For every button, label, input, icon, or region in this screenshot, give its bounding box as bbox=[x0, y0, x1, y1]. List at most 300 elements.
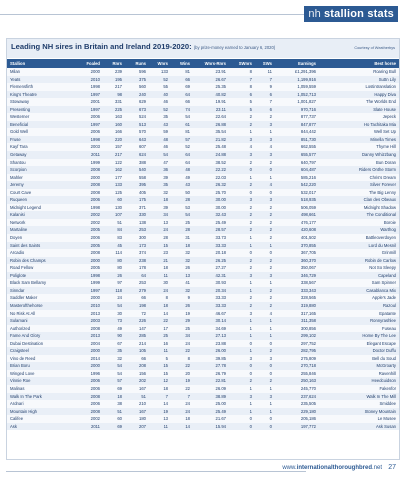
table-cell: 1 bbox=[229, 317, 255, 325]
table-cell: 7 bbox=[229, 76, 255, 84]
table-cell: 35.54 bbox=[193, 128, 229, 136]
column-header: Wnrs-Rnrs bbox=[193, 59, 229, 68]
table-cell: 8 bbox=[229, 68, 255, 76]
column-header: Foaled bbox=[75, 59, 103, 68]
table-cell: 167 bbox=[125, 408, 149, 416]
table-cell: 32 bbox=[171, 257, 193, 265]
table-cell: Ravenhill bbox=[319, 370, 399, 378]
table-cell: 498,661 bbox=[275, 211, 319, 219]
table-cell: 2005 bbox=[75, 242, 103, 250]
table-cell: Getaway bbox=[7, 151, 75, 159]
table-cell: 28 bbox=[149, 234, 171, 242]
table-cell: 19 bbox=[171, 377, 193, 385]
table-cell: 0 bbox=[255, 189, 275, 197]
table-cell: 2000 bbox=[75, 257, 103, 265]
table-row bbox=[7, 249, 399, 257]
table-cell: 0 bbox=[255, 370, 275, 378]
table-cell: Kayf Tara bbox=[7, 143, 75, 151]
table-cell: 38 bbox=[103, 400, 125, 408]
table-cell: Sam Spinner bbox=[319, 279, 399, 287]
table-cell: Robin des Champs bbox=[7, 257, 75, 265]
table-cell: 6 bbox=[255, 91, 275, 99]
table-cell: Bun Doran bbox=[319, 159, 399, 167]
table-cell: 9 bbox=[255, 83, 275, 91]
table-cell: 41 bbox=[171, 279, 193, 287]
table-cell: Jeremy bbox=[7, 181, 75, 189]
table-cell: 2 bbox=[255, 234, 275, 242]
table-cell: 7 bbox=[255, 76, 275, 84]
table-row bbox=[7, 98, 399, 106]
table-cell: 1,001,827 bbox=[275, 98, 319, 106]
table-cell: 22 bbox=[171, 385, 193, 393]
table-cell: 24 bbox=[149, 226, 171, 234]
table-cell: 34 bbox=[171, 332, 193, 340]
table-cell: 371 bbox=[125, 204, 149, 212]
section-badge bbox=[304, 6, 398, 22]
table-cell: 64 bbox=[171, 151, 193, 159]
table-cell: 30.93 bbox=[193, 279, 229, 287]
table-cell: 2 bbox=[255, 219, 275, 227]
table-cell: Fuseau bbox=[319, 325, 399, 333]
column-header: Wins bbox=[171, 59, 193, 68]
table-cell: 25 bbox=[149, 332, 171, 340]
table-cell: 43 bbox=[171, 181, 193, 189]
table-cell: 2006 bbox=[75, 196, 103, 204]
table-row bbox=[7, 400, 399, 408]
table-cell: 18 bbox=[171, 242, 193, 250]
table-cell: 26.88 bbox=[193, 121, 229, 129]
table-cell: 2011 bbox=[75, 423, 103, 431]
table-cell: 162 bbox=[103, 166, 125, 174]
table-cell: 2011 bbox=[75, 151, 103, 159]
table-cell: 28 bbox=[171, 196, 193, 204]
table-cell: 83 bbox=[103, 234, 125, 242]
table-cell: 52 bbox=[149, 106, 171, 114]
table-cell: 847,877 bbox=[275, 121, 319, 129]
table-cell: 2 bbox=[255, 257, 275, 265]
table-row bbox=[7, 106, 399, 114]
table-row bbox=[7, 113, 399, 121]
table-row bbox=[7, 174, 399, 182]
table-cell: 2 bbox=[255, 302, 275, 310]
table-row bbox=[7, 159, 399, 167]
column-header: Wnrs bbox=[149, 59, 171, 68]
table-cell: 328,565 bbox=[275, 294, 319, 302]
table-cell: 1 bbox=[255, 174, 275, 182]
table-cell: 57 bbox=[171, 136, 193, 144]
table-cell: 338,567 bbox=[275, 279, 319, 287]
table-cell: 54 bbox=[103, 370, 125, 378]
table-cell: Network bbox=[7, 219, 75, 227]
table-cell: 17 bbox=[149, 325, 171, 333]
table-cell: 2 bbox=[229, 204, 255, 212]
table-cell: 0 bbox=[255, 362, 275, 370]
table-row bbox=[7, 91, 399, 99]
table-cell: 147 bbox=[125, 325, 149, 333]
table-cell: Midnight Shadow bbox=[319, 204, 399, 212]
table-cell: 118 bbox=[103, 287, 125, 295]
table-cell: 24.88 bbox=[193, 151, 229, 159]
table-cell: 3 bbox=[255, 136, 275, 144]
table-cell: Chris's Dream bbox=[319, 174, 399, 182]
table-cell: 2005 bbox=[75, 226, 103, 234]
table-row bbox=[7, 332, 399, 340]
table-cell: 23.11 bbox=[193, 106, 229, 114]
table-cell: 14 bbox=[149, 400, 171, 408]
table-cell: 2006 bbox=[75, 377, 103, 385]
table-row bbox=[7, 121, 399, 129]
table-cell: Poliglote bbox=[7, 272, 75, 280]
table-cell: 14 bbox=[149, 310, 171, 318]
section-badge-title: stallion stats bbox=[323, 8, 394, 20]
table-cell: 2002 bbox=[75, 211, 103, 219]
table-cell: 1 bbox=[229, 332, 255, 340]
footer-url-prefix: www. bbox=[282, 465, 297, 471]
table-cell: 2006 bbox=[75, 113, 103, 121]
table-cell: 64 bbox=[171, 159, 193, 167]
table-cell: 27.78 bbox=[193, 362, 229, 370]
table-cell: 15.94 bbox=[193, 423, 229, 431]
footer-url[interactable] bbox=[282, 465, 382, 471]
table-cell: 20.34 bbox=[193, 287, 229, 295]
table-cell: Boroie bbox=[319, 219, 399, 227]
table-cell: 877,737 bbox=[275, 113, 319, 121]
table-row bbox=[7, 234, 399, 242]
table-cell: 54 bbox=[103, 302, 125, 310]
table-title bbox=[11, 42, 275, 51]
table-cell: 235,505 bbox=[275, 400, 319, 408]
table-cell: 97 bbox=[103, 279, 125, 287]
footer-url-suffix: .net bbox=[371, 465, 382, 471]
table-cell: 23.88 bbox=[193, 340, 229, 348]
table-cell: 282,795 bbox=[275, 347, 319, 355]
table-cell: 513 bbox=[125, 121, 149, 129]
table-cell: 2 bbox=[255, 204, 275, 212]
table-cell: 178 bbox=[125, 264, 149, 272]
table-cell: 1 bbox=[255, 325, 275, 333]
table-cell: 60 bbox=[103, 415, 125, 423]
table-cell: Clan des Obeaux bbox=[319, 196, 399, 204]
table-cell: 15 bbox=[149, 370, 171, 378]
table-cell: Fame And Glory bbox=[7, 332, 75, 340]
table-cell: 195 bbox=[103, 76, 125, 84]
table-row bbox=[7, 189, 399, 197]
table-cell: 8 bbox=[171, 355, 193, 363]
table-cell: 2008 bbox=[75, 166, 103, 174]
table-cell: 49 bbox=[171, 174, 193, 182]
table-cell: Arcadio bbox=[7, 249, 75, 257]
table-cell: 558 bbox=[125, 174, 149, 182]
table-body bbox=[7, 68, 399, 430]
table-cell: 57 bbox=[103, 377, 125, 385]
table-cell: 81 bbox=[171, 68, 193, 76]
table-cell: 19.91 bbox=[193, 98, 229, 106]
table-cell: 237,624 bbox=[275, 393, 319, 401]
table-cell: 2 bbox=[229, 264, 255, 272]
top-bar bbox=[0, 0, 404, 33]
table-cell: 24 bbox=[103, 294, 125, 302]
table-cell: 11 bbox=[255, 68, 275, 76]
table-cell: 64 bbox=[125, 272, 149, 280]
table-cell: 90 bbox=[103, 332, 125, 340]
table-cell: Walk In The Mill bbox=[319, 393, 399, 401]
table-cell: 32 bbox=[171, 249, 193, 257]
table-cell: 0 bbox=[229, 166, 255, 174]
table-cell: No Risk At All bbox=[7, 310, 75, 318]
table-cell: 98 bbox=[103, 91, 125, 99]
table-cell: 54 bbox=[103, 362, 125, 370]
table-cell: Happy Diva bbox=[319, 91, 399, 99]
table-cell: 15 bbox=[149, 242, 171, 250]
table-cell: 25.35 bbox=[193, 83, 229, 91]
table-cell: 0 bbox=[229, 189, 255, 197]
table-cell: Scorpion bbox=[7, 166, 75, 174]
table-cell: 38.52 bbox=[193, 159, 229, 167]
table-cell: 6 bbox=[229, 91, 255, 99]
table-cell: 30.14 bbox=[193, 317, 229, 325]
table-header-band bbox=[7, 39, 399, 58]
table-cell: 629 bbox=[125, 98, 149, 106]
column-header: Best horse bbox=[319, 59, 399, 68]
table-cell: Warthog bbox=[319, 226, 399, 234]
table-cell: 2 bbox=[229, 211, 255, 219]
table-cell: 1,052,713 bbox=[275, 91, 319, 99]
table-cell: 2 bbox=[229, 159, 255, 167]
table-cell: 346,729 bbox=[275, 272, 319, 280]
table-cell: Sulamani bbox=[7, 317, 75, 325]
table-cell: 2010 bbox=[75, 76, 103, 84]
table-cell: 25.48 bbox=[193, 143, 229, 151]
table-cell: 0 bbox=[229, 423, 255, 431]
table-cell: Craigsteel bbox=[7, 347, 75, 355]
table-cell: 570 bbox=[125, 128, 149, 136]
table-cell: 1997 bbox=[75, 121, 103, 129]
table-cell: 26.09 bbox=[193, 385, 229, 393]
table-cell: 1 bbox=[229, 174, 255, 182]
table-cell: 4 bbox=[255, 310, 275, 318]
table-cell: 30.00 bbox=[193, 196, 229, 204]
table-cell: 173 bbox=[125, 242, 149, 250]
table-cell: 30 bbox=[149, 279, 171, 287]
table-cell: Milan bbox=[7, 68, 75, 76]
table-cell: Capeland bbox=[319, 272, 399, 280]
table-cell: Road Fellow bbox=[7, 264, 75, 272]
table-cell: Danny Whizzbang bbox=[319, 151, 399, 159]
table-cell: 375 bbox=[125, 76, 149, 84]
table-row bbox=[7, 272, 399, 280]
table-cell: 133 bbox=[149, 68, 171, 76]
table-cell: Ask bbox=[7, 423, 75, 431]
table-cell: 217 bbox=[103, 83, 125, 91]
table-cell: 0 bbox=[229, 340, 255, 348]
table-cell: 23 bbox=[149, 249, 171, 257]
table-cell: 22.03 bbox=[193, 174, 229, 182]
table-cell: Yeats bbox=[7, 76, 75, 84]
table-cell: The Worlds End bbox=[319, 98, 399, 106]
table-cell: 540 bbox=[125, 166, 149, 174]
table-row bbox=[7, 279, 399, 287]
table-cell: 33.33 bbox=[193, 242, 229, 250]
table-cell: 229,180 bbox=[275, 408, 319, 416]
table-cell: 2008 bbox=[75, 181, 103, 189]
table-cell: 7 bbox=[171, 393, 193, 401]
table-cell: 18 bbox=[103, 393, 125, 401]
table-cell: 47 bbox=[149, 159, 171, 167]
table-cell: 5 bbox=[229, 106, 255, 114]
table-cell: 2 bbox=[255, 287, 275, 295]
table-cell: McGroarty bbox=[319, 362, 399, 370]
table-cell: 3 bbox=[255, 151, 275, 159]
table-row bbox=[7, 226, 399, 234]
table-cell: 64 bbox=[171, 91, 193, 99]
table-cell: 245,770 bbox=[275, 385, 319, 393]
table-cell: 299,102 bbox=[275, 332, 319, 340]
table-row bbox=[7, 415, 399, 423]
table-cell: 198 bbox=[125, 302, 149, 310]
table-cell: Apple's Jade bbox=[319, 294, 399, 302]
table-cell: 970,716 bbox=[275, 106, 319, 114]
table-cell: Masterofthehorse bbox=[7, 302, 75, 310]
table-cell: 226 bbox=[125, 317, 149, 325]
table-cell: 23.91 bbox=[193, 68, 229, 76]
table-cell: 20.18 bbox=[193, 249, 229, 257]
column-header: SWs bbox=[255, 59, 275, 68]
table-cell: 69 bbox=[103, 423, 125, 431]
table-row bbox=[7, 181, 399, 189]
table-cell: 13 bbox=[149, 415, 171, 423]
table-row bbox=[7, 377, 399, 385]
column-header: Stallion bbox=[7, 59, 75, 68]
table-cell: 217 bbox=[103, 151, 125, 159]
table-cell: 2006 bbox=[75, 234, 103, 242]
table-cell: 851,730 bbox=[275, 136, 319, 144]
table-cell: 61 bbox=[171, 121, 193, 129]
table-cell: 35 bbox=[149, 181, 171, 189]
table-cell: 26.67 bbox=[193, 76, 229, 84]
table-cell: 1 bbox=[255, 400, 275, 408]
table-cell: Not So Sleepy bbox=[319, 264, 399, 272]
table-cell: 66 bbox=[171, 76, 193, 84]
table-cell: Jepeck bbox=[319, 113, 399, 121]
table-row bbox=[7, 219, 399, 227]
table-cell: 2003 bbox=[75, 143, 103, 151]
table-cell: 59 bbox=[149, 128, 171, 136]
table-cell: Grinmill bbox=[319, 249, 399, 257]
table-cell: 202 bbox=[125, 377, 149, 385]
table-cell: 21.67 bbox=[193, 415, 229, 423]
table-row bbox=[7, 310, 399, 318]
table-cell: 18 bbox=[149, 196, 171, 204]
table-cell: 673 bbox=[125, 106, 149, 114]
table-cell: 2 bbox=[229, 219, 255, 227]
table-cell: 655,577 bbox=[275, 151, 319, 159]
table-cell: 138 bbox=[125, 219, 149, 227]
table-row bbox=[7, 76, 399, 84]
table-cell: 2008 bbox=[75, 393, 103, 401]
table-cell: 25.70 bbox=[193, 189, 229, 197]
table-cell: 367,705 bbox=[275, 249, 319, 257]
table-cell: 2 bbox=[229, 377, 255, 385]
table-cell: 331 bbox=[103, 98, 125, 106]
table-cell: 2000 bbox=[75, 68, 103, 76]
table-cell: Le Musee bbox=[319, 415, 399, 423]
table-cell: 350,067 bbox=[275, 264, 319, 272]
table-cell: The Big Lenny bbox=[319, 189, 399, 197]
table-cell: 125 bbox=[103, 189, 125, 197]
table-cell: 239 bbox=[103, 68, 125, 76]
table-cell: 21 bbox=[149, 257, 171, 265]
table-cell: 177 bbox=[103, 174, 125, 182]
table-cell: 7 bbox=[149, 393, 171, 401]
table-cell: Black Sam Bellamy bbox=[7, 279, 75, 287]
table-cell: 35 bbox=[103, 347, 125, 355]
table-cell: 1997 bbox=[75, 287, 103, 295]
table-cell: 157 bbox=[103, 143, 125, 151]
table-cell: 532,017 bbox=[275, 189, 319, 197]
table-cell: 1 bbox=[255, 128, 275, 136]
table-cell: Slate House bbox=[319, 106, 399, 114]
table-cell: 2010 bbox=[75, 302, 103, 310]
table-cell: 2008 bbox=[75, 189, 103, 197]
table-cell: 25 bbox=[171, 325, 193, 333]
table-cell: Battleoverdoyen bbox=[319, 234, 399, 242]
table-row bbox=[7, 355, 399, 363]
table-row bbox=[7, 287, 399, 295]
table-cell: 401,502 bbox=[275, 234, 319, 242]
table-cell: Flemensfirth bbox=[7, 83, 75, 91]
table-cell: 26.79 bbox=[193, 370, 229, 378]
top-divider bbox=[0, 14, 330, 15]
table-cell: Fruse bbox=[7, 136, 75, 144]
table-cell: 3 bbox=[229, 151, 255, 159]
table-cell: 34.69 bbox=[193, 325, 229, 333]
table-cell: Vino de Reed bbox=[7, 355, 75, 363]
table-cell: Fakenfor bbox=[319, 385, 399, 393]
table-cell: 19 bbox=[171, 310, 193, 318]
table-cell: 73 bbox=[103, 317, 125, 325]
table-cell: 55 bbox=[149, 83, 171, 91]
table-row bbox=[7, 68, 399, 76]
table-cell: 1999 bbox=[75, 279, 103, 287]
table-cell: 20 bbox=[171, 370, 193, 378]
table-cell: Doctor Duffu bbox=[319, 347, 399, 355]
table-row bbox=[7, 196, 399, 204]
table-cell: Ardnari bbox=[7, 400, 75, 408]
table-cell: 107 bbox=[103, 211, 125, 219]
table-cell: 210 bbox=[125, 400, 149, 408]
table-cell: 69 bbox=[171, 83, 193, 91]
table-cell: Minella Times bbox=[319, 136, 399, 144]
table-cell: 14 bbox=[171, 423, 193, 431]
table-cell: 32 bbox=[103, 355, 125, 363]
table-cell: 240 bbox=[125, 91, 149, 99]
table-cell: 27.27 bbox=[193, 264, 229, 272]
table-cell: Home By The Lee bbox=[319, 332, 399, 340]
table-cell: 1 bbox=[255, 332, 275, 340]
column-header: SWnrs bbox=[229, 59, 255, 68]
table-cell: 3 bbox=[229, 196, 255, 204]
table-row bbox=[7, 204, 399, 212]
page-number: 27 bbox=[388, 464, 396, 471]
table-cell: 1 bbox=[255, 385, 275, 393]
table-cell: 26.32 bbox=[193, 181, 229, 189]
table-cell: 51 bbox=[103, 408, 125, 416]
table-cell: Lostintranslation bbox=[319, 83, 399, 91]
table-cell: 208 bbox=[125, 362, 149, 370]
table-cell: 1 bbox=[229, 400, 255, 408]
table-cell: 48 bbox=[149, 136, 171, 144]
table-cell: 22.64 bbox=[193, 113, 229, 121]
